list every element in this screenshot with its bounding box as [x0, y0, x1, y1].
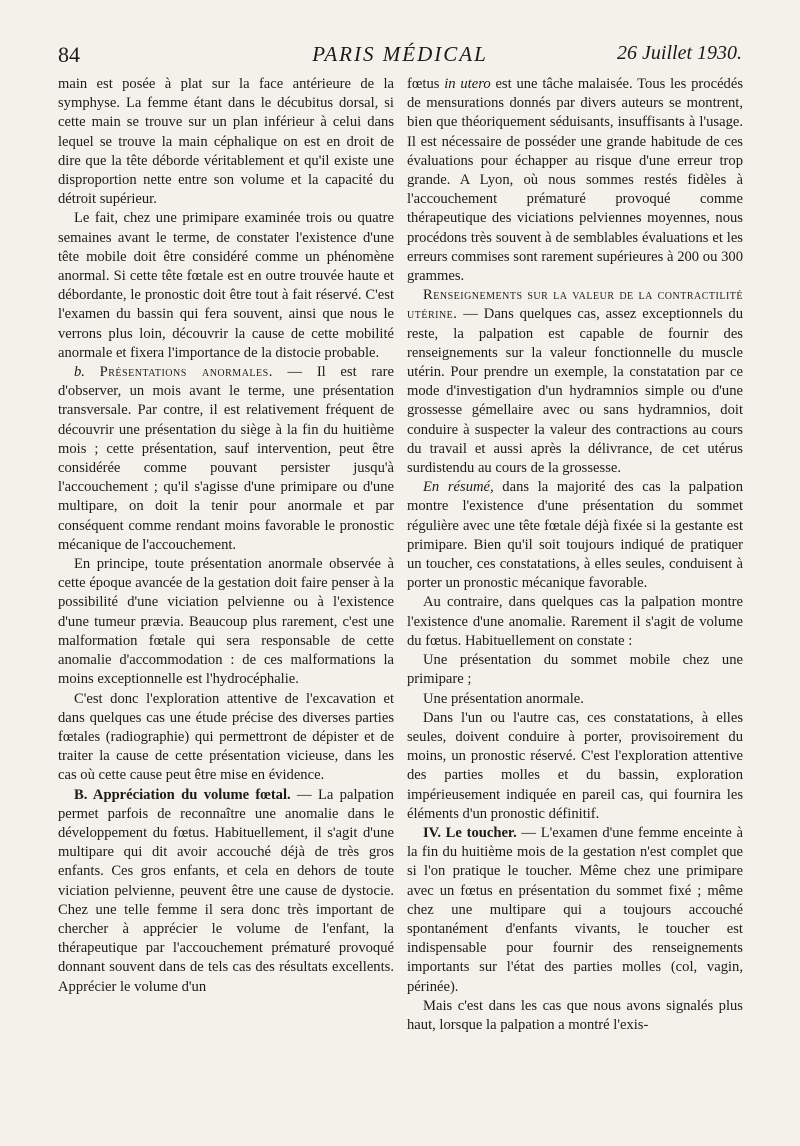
- list-item: Une présentation du sommet mobile chez une primipare ;: [407, 652, 743, 688]
- paragraph: C'est donc l'exploration attentive de l'excavation et dans quelques cas une étude précise des diverses parties fœtales (radiographie) qui permettront de dépister et de traiter la cause de cette présentation vicieuse, dans les cas où cette cause peut être mise en évidence.: [58, 690, 394, 784]
- paragraph-text: — Dans quelques cas, assez exceptionnels du reste, la palpation est capable de fournir des renseignements sur la valeur fonctionnelle du muscle utérin. Pour prendre un exemple, la constatation par ce mode d'investigation d'un hydramnios simple ou d'une grossesse gémellaire avec ou sans hydramnios, doit conduire à suspecter la valeur des contractions au cours du travail et aussi après la délivrance, de cet utérus surdistendu au cours de la grossesse.: [407, 306, 743, 477]
- paragraph: Mais c'est dans les cas que nous avons signalés plus haut, lorsque la palpation a montré l'exis-: [407, 997, 743, 1033]
- right-column: [407, 75, 743, 1035]
- paragraph-text: — L'examen d'une femme enceinte à la fin du huitième mois de la gestation n'est complet que si l'on pratique le toucher. Même chez une primipare avec un fœtus en présentation du sommet fixé ; même chez une multipare qui a toujours accouché spontanément d'enfants vivants, le toucher est indispensable pour fournir des renseignements importants sur l'état des parties molles (col, vagin, périnée).: [407, 824, 743, 995]
- paragraph-text: — La palpation permet parfois de reconnaître une anomalie dans le développement du fœtus. Habituellement, il s'agit d'une multipare qui dit avoir accouché déjà de très gros enfants. Ces gros enfants, et cela en dehors de toute viciation pelvienne, peuvent être une cause de dystocie. Chez une telle femme il sera donc très important de chercher à apprécier le volume de l'enfant, la thérapeutique par l'accouchement prématuré provoqué donnant souvent dans de tels cas des résultats excellents. Apprécier le volume d'un: [58, 786, 394, 995]
- paragraph: [407, 478, 743, 593]
- page-number: 84: [58, 42, 80, 67]
- paragraph: Dans l'un ou l'autre cas, ces constatations, à elles seules, doivent conduire à porter, provisoirement du moins, un pronostic réservé. C'est l'exploration attentive des parties molles et du bassin, exploration impérieusement indiquée en pareil cas, qui fournira les éléments d'un pronostic définitif.: [407, 709, 743, 822]
- paragraph-text: — Il est rare d'observer, un mois avant le terme, une présentation transversale. Par contre, il est relativement fréquent de découvrir une présentation du siège à la fin du huitième mois ; cette présentation, sauf intervention, peut être considérée comme pouvant persister jusqu'à l'accouchement ; qu'il s'agisse d'une primipare ou d'une multipare, on doit la tenir pour anormale et par conséquent comme rendant moins favorable le pronostic mécanique de l'accouchement.: [58, 364, 394, 553]
- italic-term: in utero: [444, 76, 491, 92]
- paragraph: [58, 786, 394, 997]
- paragraph: Le fait, chez une primipare examinée trois ou quatre semaines avant le terme, de constater l'existence d'une tête mobile doit être considéré comme un phénomène anormal. Si cette tête fœtale est en outre trouvée haute et débordante, le pronostic doit être tout à fait réservé. C'est l'examen du bassin qui fera souvent, ainsi que nous le verrons plus loin, découvrir la cause de cette mobilité anormale et fixera l'importance de la distocie probable.: [58, 210, 394, 361]
- section-heading: IV. Le toucher.: [423, 824, 517, 841]
- paragraph-text: dans la majorité des cas la palpation montre l'existence d'une présentation du sommet régulière avec une tête fœtale déjà fixée si la gestante est primipare. Bien qu'il soit toujours indiqué de pratiquer un toucher, ces constatations, à elles seules, conduisent à porter un pronostic mécanique favorable.: [407, 479, 743, 592]
- italic-term: En résumé,: [423, 479, 494, 496]
- left-column: [58, 75, 394, 997]
- section-heading: Présentations anormales.: [99, 364, 273, 381]
- section-letter: b.: [74, 364, 100, 381]
- paragraph: [58, 363, 394, 555]
- list-item: Une présentation anormale.: [423, 690, 584, 707]
- issue-date: 26 Juillet 1930.: [617, 42, 742, 64]
- journal-title: PARIS MÉDICAL: [312, 42, 488, 66]
- paragraph: En principe, toute présentation anormale observée à cette époque avancée de la gestation doit faire penser à la possibilité d'une viciation pelvienne ou à l'existence d'une tumeur prævia. Beaucoup plus rarement, c'est une malformation fœtale qui sera responsable de cette anomalie d'accommodation : de ces malformations la moins exceptionnelle est l'hydrocéphalie.: [58, 556, 394, 688]
- paragraph: [407, 75, 743, 286]
- section-heading: B. Appréciation du volume fœtal.: [74, 786, 291, 803]
- section-heading: Renseignements sur la valeur de la contractilité utérine.: [407, 287, 743, 323]
- paragraph: main est posée à plat sur la face antérieure de la symphyse. La femme étant dans le décubitus dorsal, si cette main se trouve sur un plan inférieur à celui dans lequel se trouve la main céphalique on est en droit de dire que la tête déborde véritablement et qu'il existe une disproportion nette entre son volume et la capacité du détroit supérieur.: [58, 76, 394, 208]
- paragraph: [407, 286, 743, 478]
- paragraph-text: fœtus: [407, 76, 445, 92]
- paragraph: [407, 824, 743, 997]
- paragraph: Au contraire, dans quelques cas la palpation montre l'existence d'une anomalie. Rarement il s'agit de volume du fœtus. Habituellement on constate :: [407, 594, 743, 649]
- page-header: [58, 42, 742, 76]
- paragraph-text: est une tâche malaisée. Tous les procédés de mensurations donnés par divers auteurs se montrent, bien que théoriquement séduisants, insuffisants à l'usage. Il est nécessaire de posséder une grande habitude de ces évaluations pour échapper au risque d'une erreur trop grande. A Lyon, où nous sommes restés fidèles à l'accouchement prématuré provoqué comme thérapeutique des viciations pelviennes moyennes, nous procédons très souvent à de semblables évaluations et les erreurs commises sont rarement supérieures à 200 ou 300 grammes.: [407, 76, 743, 285]
